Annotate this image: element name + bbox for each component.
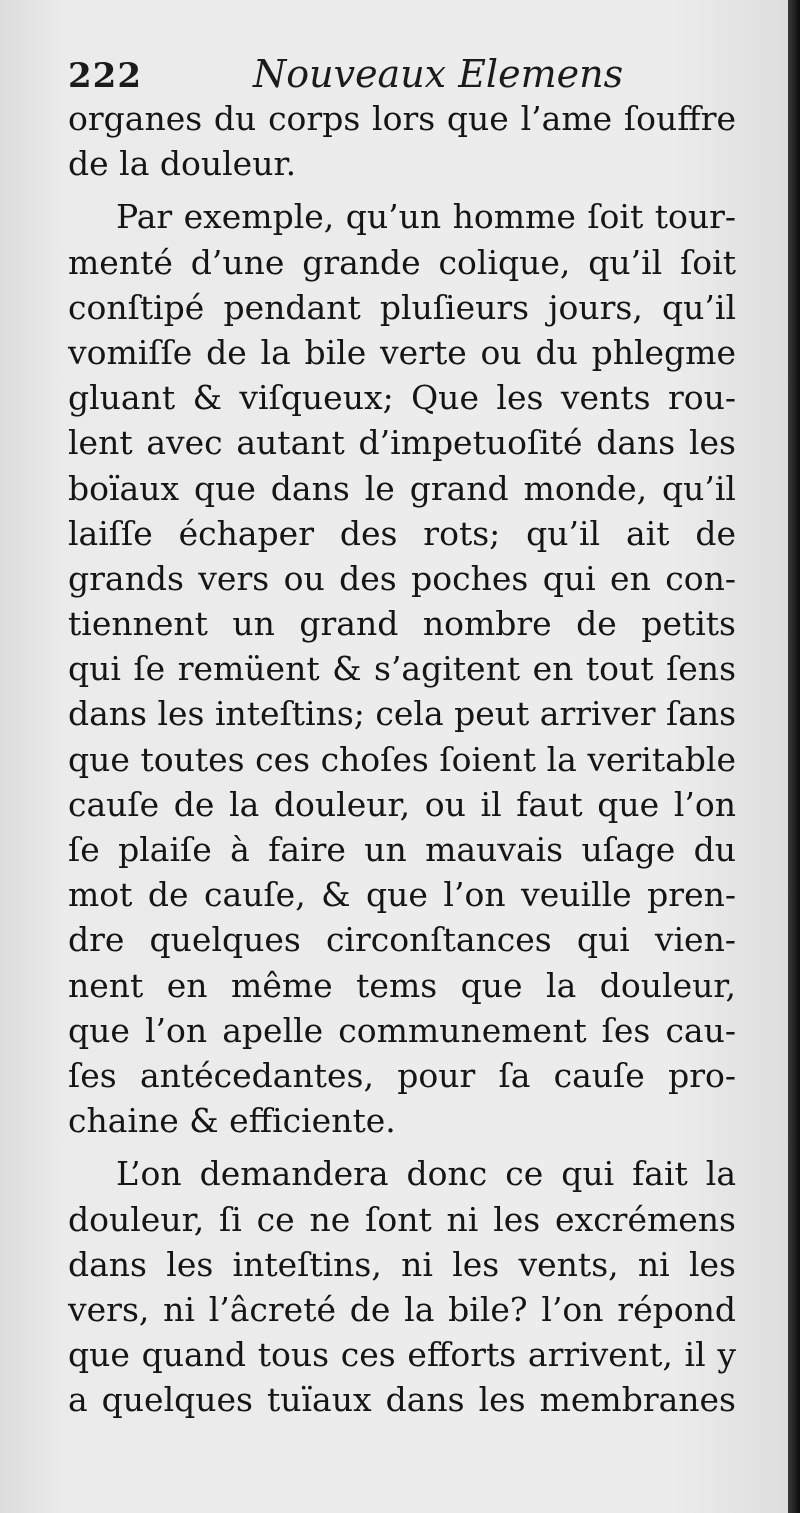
text-line: gluant & viſqueux; Que les vents rou-: [68, 378, 736, 418]
text-line: L’on demandera donc ce qui fait la: [116, 1154, 736, 1194]
text-line: laiſſe échaper des rots; qu’il ait de: [68, 513, 736, 553]
paragraph: [68, 194, 736, 1143]
text-line: vers, ni l’âcreté de la bile? l’on répond: [68, 1289, 736, 1329]
text-line: que quand tous ces efforts arrivent, il y: [68, 1335, 736, 1375]
text-line: a quelques tuïaux dans les membranes: [68, 1380, 736, 1420]
page-header: [68, 52, 748, 98]
paragraph: [68, 96, 736, 186]
text-line: dans les inteſtins, ni les vents, ni les: [68, 1244, 736, 1284]
text-line: conſtipé pendant pluſieurs jours, qu’il: [68, 287, 736, 327]
text-line: mot de cauſe, & que l’on veuille pren-: [68, 875, 736, 915]
body-text: [68, 96, 736, 1422]
text-line: menté d’une grande colique, qu’il ſoit: [68, 242, 736, 282]
text-line: organes du corps lors que l’ame ſouffre: [68, 99, 736, 138]
text-line: vomiſſe de la bile verte ou du phlegme: [68, 332, 736, 372]
text-line: de la douleur.: [68, 144, 297, 184]
text-line: que toutes ces choſes ſoient la veritable: [68, 739, 736, 779]
text-line: boïaux que dans le grand monde, qu’il: [68, 468, 736, 508]
text-line: lent avec autant d’impetuoſité dans les: [68, 423, 736, 463]
text-line: douleur, ſi ce ne ſont ni les excrémens: [68, 1199, 736, 1239]
text-line: dans les inteſtins; cela peut arriver ſans: [68, 694, 737, 734]
running-title: Nouveaux Elemens: [253, 52, 624, 96]
page-number: 222: [68, 56, 142, 96]
text-line: qui ſe remüent & s’agitent en tout ſens: [68, 649, 736, 689]
text-line: Par exemple, qu’un homme ſoit tour-: [116, 197, 736, 237]
text-line: ſe plaiſe à faire un mauvais uſage du: [68, 830, 736, 869]
text-line: cauſe de la douleur, ou il faut que l’on: [68, 784, 736, 824]
text-line: que l’on apelle communement ſes cau-: [68, 1010, 736, 1050]
text-line: chaine & efficiente.: [68, 1101, 396, 1141]
text-line: tiennent un grand nombre de petits: [68, 604, 736, 644]
text-line: dre quelques circonſtances qui vien-: [68, 920, 736, 960]
text-line: ſes antécedantes, pour ſa cauſe pro-: [68, 1055, 736, 1095]
paragraph: [68, 1151, 736, 1422]
page-edge-shadow: [788, 0, 800, 1513]
text-line: nent en même tems que la douleur,: [68, 965, 736, 1005]
text-line: grands vers ou des poches qui en con-: [68, 558, 736, 598]
